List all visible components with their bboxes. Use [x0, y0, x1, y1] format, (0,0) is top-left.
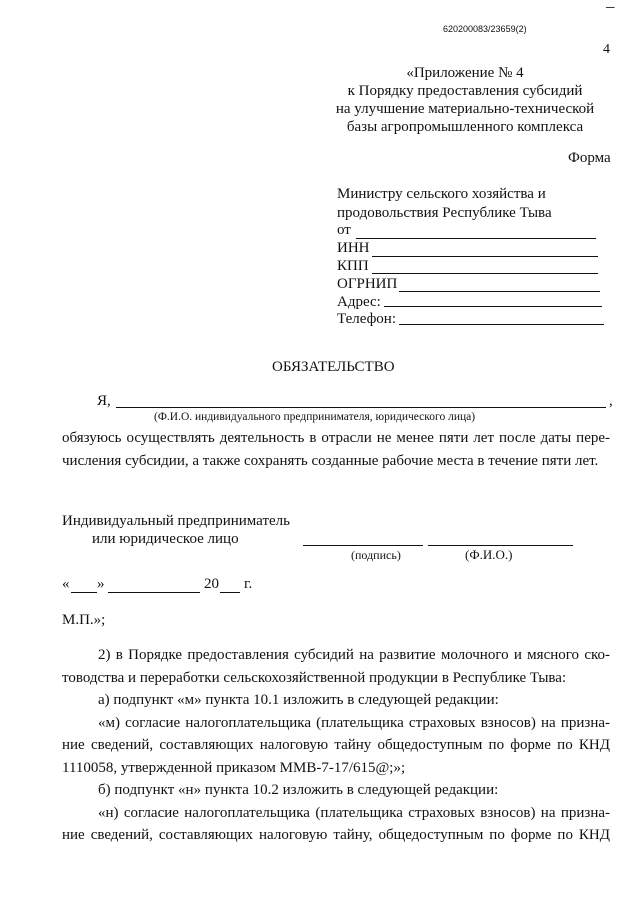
amendments-text [62, 644, 610, 847]
name-line[interactable] [428, 545, 573, 546]
field-label-phone: Телефон: [337, 311, 396, 327]
field-line-from[interactable] [356, 238, 596, 239]
date-year-line[interactable] [220, 592, 240, 593]
addressee-line: продовольствия Республике Тыва [337, 205, 552, 221]
field-line-kpp[interactable] [372, 273, 598, 274]
pledge-ya: Я, [97, 393, 111, 409]
pledge-name-line[interactable] [116, 407, 606, 408]
appendix-line: к Порядку предоставления субсидий [347, 83, 583, 99]
pledge-line: обязуюсь осуществлять деятельность в отрасли не менее пяти лет после даты пере- [62, 430, 610, 446]
signature-line[interactable] [303, 545, 423, 546]
date-close-quote: » [97, 576, 105, 592]
date-month-line[interactable] [108, 592, 200, 593]
amendment-line: ние сведений, составляющих налоговую тайну общедоступным по форме по КНД [62, 737, 610, 753]
addressee-line: Министру сельского хозяйства и [337, 186, 546, 202]
field-label-ogrnip: ОГРНИП [337, 276, 398, 292]
amendment-line: товодства и переработки сельскохозяйственной продукции в Республике Тыва: [62, 669, 567, 686]
amendment-line: 1110058, утвержденной приказом ММВ-7-17/615@;»; [62, 759, 406, 776]
field-label-from: от [337, 222, 351, 238]
field-line-address[interactable] [384, 306, 602, 307]
field-line-inn[interactable] [372, 256, 598, 257]
pledge-text [62, 427, 610, 473]
signer-role-line2: или юридическое лицо [92, 531, 239, 547]
stamp-label: М.П.»; [62, 612, 106, 628]
name-caption: (Ф.И.О.) [465, 547, 513, 562]
document-id: 620200083/23659(2) [443, 24, 527, 34]
appendix-line: базы агропромышленного комплекса [346, 119, 584, 135]
appendix-block [300, 64, 630, 136]
amendment-line: б) подпункт «н» пункта 10.2 изложить в следующей редакции: [98, 782, 499, 798]
field-label-address: Адрес: [337, 294, 381, 310]
field-label-kpp: КПП [337, 258, 369, 274]
date-day-line[interactable] [71, 592, 97, 593]
amendment-line: «м) согласие налогоплательщика (плательщика страховых взносов) на призна- [98, 714, 610, 731]
date-open-quote: « [62, 576, 70, 592]
corner-mark: ─ [606, 0, 615, 14]
form-label: Форма [568, 150, 611, 166]
document-title: ОБЯЗАТЕЛЬСТВО [272, 359, 395, 375]
signer-role-line1: Индивидуальный предприниматель [62, 513, 290, 529]
amendment-line: «н) согласие налогоплательщика (плательщика страховых взносов) на призна- [98, 804, 610, 821]
signature-caption: (подпись) [351, 548, 401, 562]
pledge-line: числения субсидии, а также сохранять созданные рабочие места в течение пяти лет. [62, 453, 599, 469]
page-number: 4 [603, 42, 610, 57]
appendix-line: «Приложение № 4 [406, 65, 524, 81]
amendment-line: а) подпункт «м» пункта 10.1 изложить в следующей редакции: [98, 692, 499, 708]
amendment-line: ние сведений, составляющих налоговую тайну, общедоступным по форме по КНД [62, 827, 610, 843]
amendment-line: 2) в Порядке предоставления субсидий на развитие молочного и мясного ско- [98, 647, 610, 663]
pledge-caption: (Ф.И.О. индивидуального предпринимателя, юридического лица) [154, 411, 476, 423]
field-label-inn: ИНН [337, 240, 370, 256]
appendix-line: на улучшение материально-технической [335, 101, 595, 117]
date-year-prefix: 20 [204, 576, 219, 592]
pledge-comma: , [609, 393, 613, 409]
field-line-phone[interactable] [399, 324, 604, 325]
date-year-suffix: г. [244, 576, 253, 592]
field-line-ogrnip[interactable] [399, 291, 600, 292]
